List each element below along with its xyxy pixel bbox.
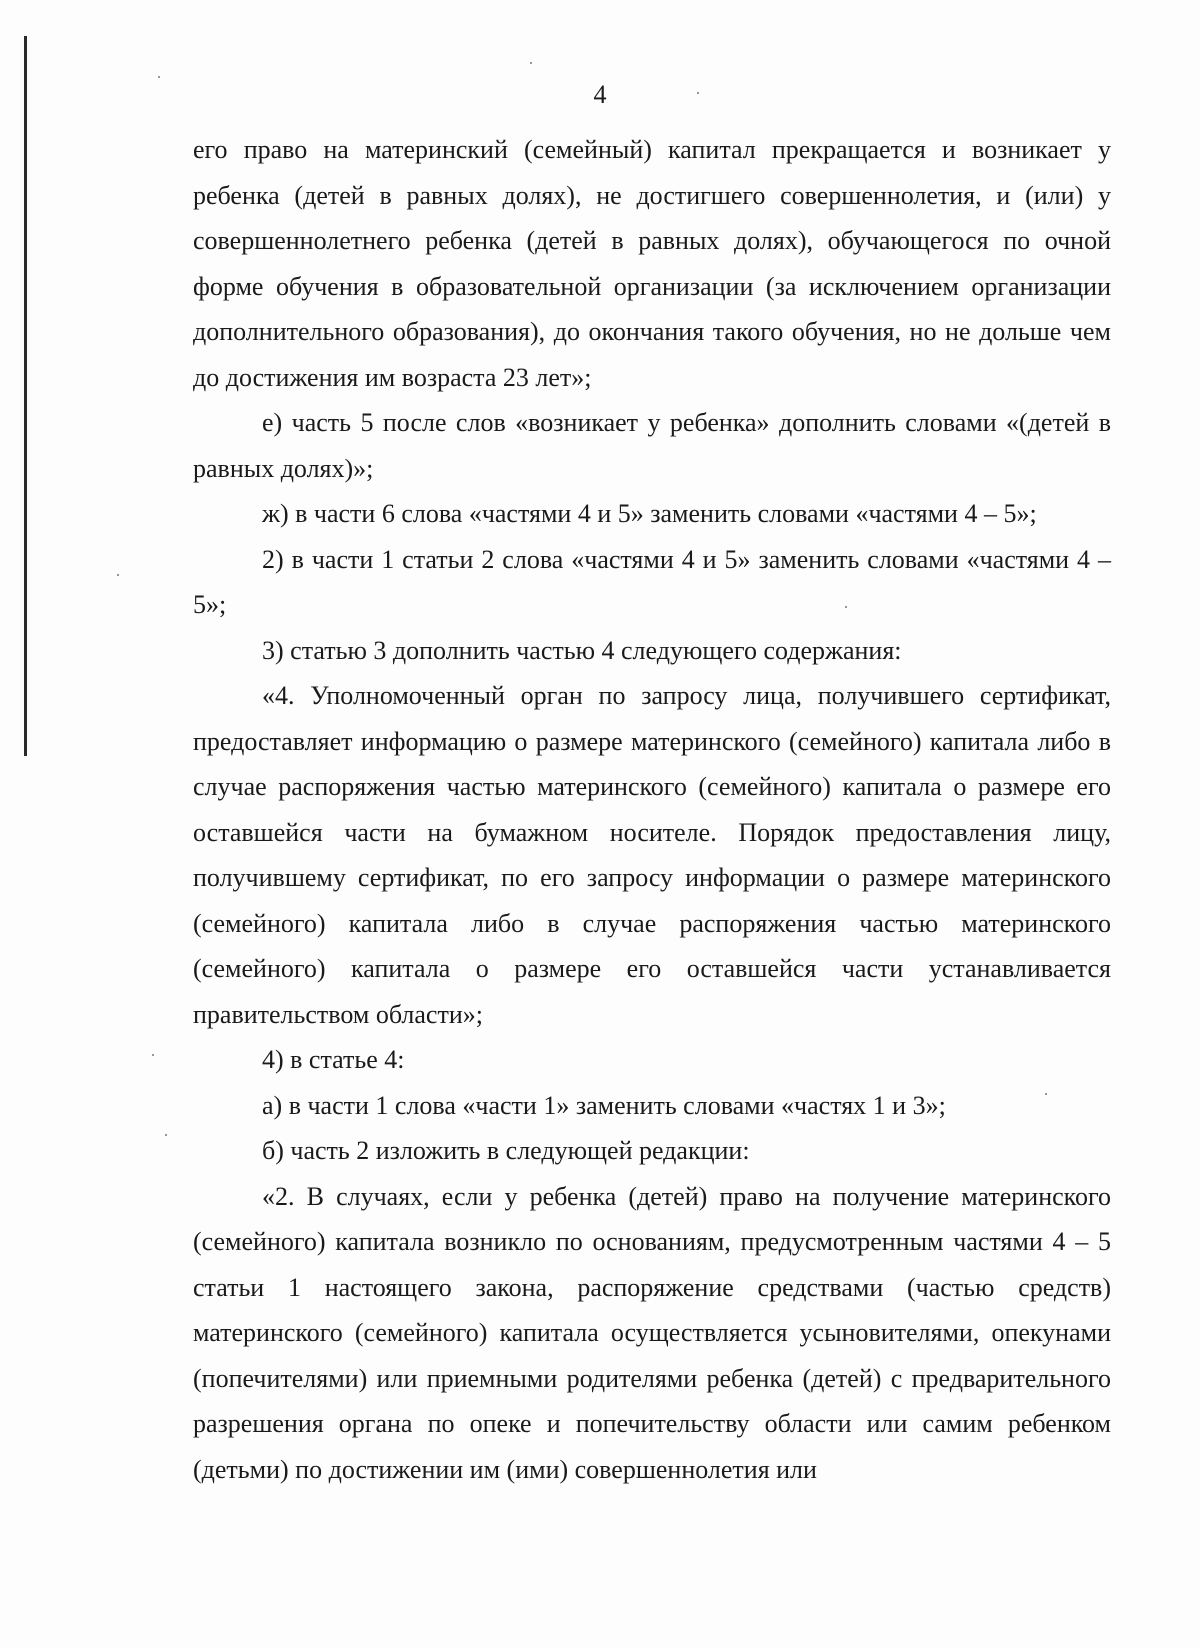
paragraph: «4. Уполномоченный орган по запросу лица, получившего сертификат, предоставляет информацию о размере материнского (семейного) капитала либо в случае распоряжения частью материнского (семейного) капитала о размере его оставшейся части на бумажном носителе. Порядок предоставления лицу, получившему сертификат, по его запросу информации о размере материнского (семейного) капитала либо в случае распоряжения частью материнского (семейного) капитала о размере его оставшейся части устанавливается правительством области»; [193, 681, 1111, 1029]
paragraph: его право на материнский (семейный) капитал прекращается и возникает у ребенка (детей в равных долях), не достигшего совершеннолетия, и (или) у совершеннолетнего ребенка (детей в равных долях), обучающегося по очной форме обучения в образовательной организации (за исключением организации дополнительного образования), до окончания такого обучения, но не дольше чем до достижения им возраста 23 лет»; [193, 135, 1111, 392]
paragraph: е) часть 5 после слов «возникает у ребенка» дополнить словами «(детей в равных долях)»; [193, 408, 1111, 483]
paragraph: «2. В случаях, если у ребенка (детей) право на получение материнского (семейного) капитала возникло по основаниям, предусмотренным частями 4 – 5 статьи 1 настоящего закона, распоряжение средствами (частью средств) материнского (семейного) капитала осуществляется усыновителями, опекунами (попечителями) или приемными родителями ребенка (детей) с предварительного разрешения органа по опеке и попечительству области или самим ребенком (детьми) по достижении им (ими) совершеннолетия или [193, 1181, 1111, 1484]
page-number: 4 [593, 80, 607, 109]
paragraph: б) часть 2 изложить в следующей редакции: [262, 1136, 750, 1165]
paragraph: 3) статью 3 дополнить частью 4 следующего содержания: [262, 635, 902, 665]
scan-speck [117, 574, 119, 576]
paragraph: 2) в части 1 статьи 2 слова «частями 4 и 5» заменить словами «частями 4 – 5»; [193, 544, 1111, 619]
scan-speck [152, 1054, 154, 1056]
scan-speck [530, 62, 532, 64]
scan-speck [165, 1134, 167, 1136]
document-body [193, 127, 1111, 1492]
paragraph: 4) в статье 4: [262, 1045, 405, 1074]
scan-speck [158, 76, 160, 78]
scan-edge-line [24, 36, 27, 756]
paragraph: ж) в части 6 слова «частями 4 и 5» заменить словами «частями 4 – 5»; [262, 499, 1037, 528]
paragraph: а) в части 1 слова «части 1» заменить словами «частях 1 и 3»; [262, 1090, 946, 1120]
